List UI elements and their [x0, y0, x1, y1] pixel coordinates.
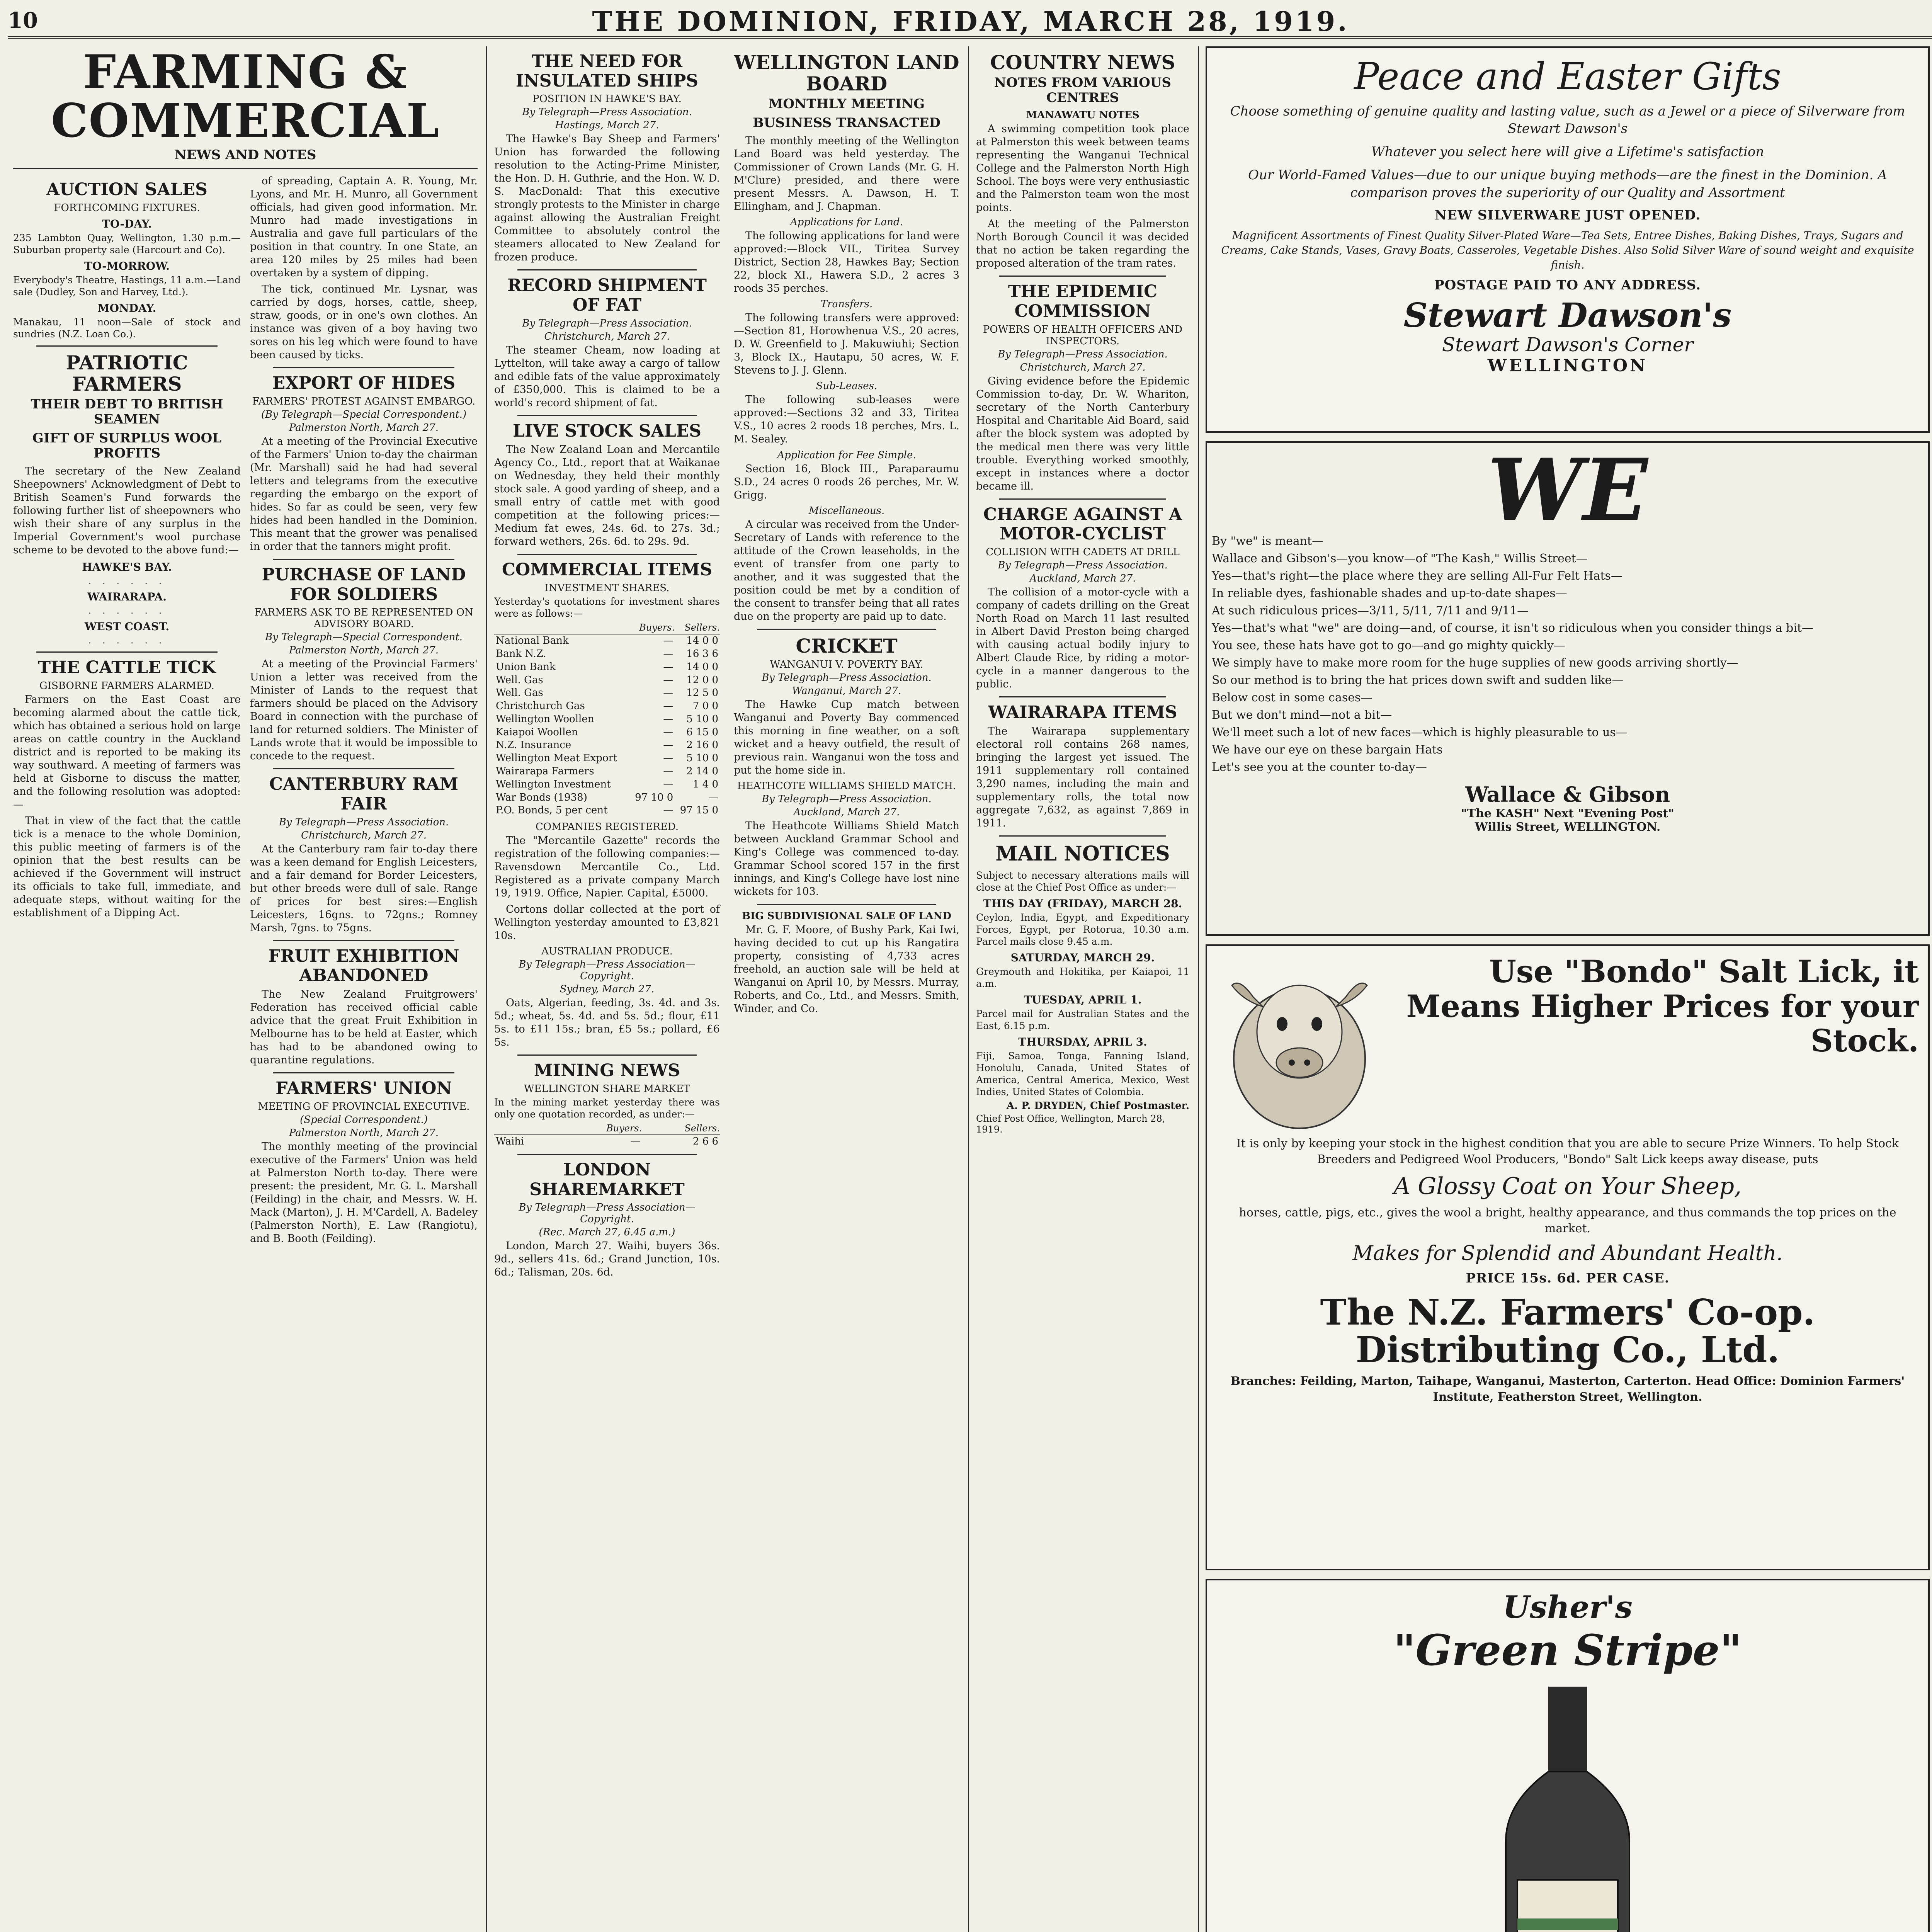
stewart-dawson-city: WELLINGTON: [1487, 355, 1648, 376]
region-hawkes-bay: HAWKE'S BAY.: [82, 561, 172, 574]
table-cell: —: [663, 687, 673, 699]
table-cell: 1 4 0: [692, 778, 718, 790]
mail-signature-place: Chief Post Office, Wellington, March 28, 1919.: [976, 1113, 1165, 1135]
companies-heading: COMPANIES REGISTERED.: [535, 821, 679, 833]
table-row: [494, 1135, 720, 1148]
advertisements-column: [1202, 46, 1932, 1932]
board-subheading-2: BUSINESS TRANSACTED: [753, 115, 940, 131]
subdivision-heading: BIG SUBDIVISIONAL SALE OF LAND: [742, 910, 951, 922]
union-subheading: MEETING OF PROVINCIAL EXECUTIVE.: [258, 1100, 470, 1112]
table-header-row: [494, 1122, 720, 1135]
ad-line: You see, these hats have got to go—and go mighty quickly—: [1212, 639, 1565, 652]
mail-day: THURSDAY, APRIL 3.: [1018, 1035, 1147, 1048]
canterbury-byline: By Telegraph—Press Association.: [279, 816, 449, 828]
article-paragraph: The New Zealand Fruitgrowers' Federation has received official cable advice that the great Fruit Exhibition in Melbourne has to be held at Easter, which has had to be abandoned owing to quarantine regulations.: [250, 988, 478, 1066]
bondo-body: It is only by keeping your stock in the highest condition that you are able to secure Prize Winners. To help Stock Breeders and Pedigreed Wool Producers, "Bondo" Salt Lick keeps away disease, puts: [1236, 1137, 1899, 1166]
postage-note: POSTAGE PAID TO ANY ADDRESS.: [1434, 277, 1701, 293]
ad-line: We have our eye on these bargain Hats: [1212, 743, 1443, 757]
bondo-salt-lick-ad: [1206, 944, 1930, 1570]
gift-heading: GIFT OF SURPLUS WOOL PROFITS: [32, 430, 222, 461]
table-cell: 12 5 0: [686, 687, 718, 699]
table-cell: —: [663, 752, 673, 764]
mail-intro: Subject to necessary alterations mails will close at the Chief Post Office as under:—: [976, 869, 1189, 893]
list-placeholder: . . . . . .: [88, 575, 166, 587]
epidemic-heading: THE EPIDEMIC COMMISSION: [1008, 282, 1158, 321]
auction-tomorrow: Everybody's Theatre, Hastings, 11 a.m.—Land sale (Dudley, Son and Harvey, Ltd.).: [13, 274, 241, 298]
mining-subheading: WELLINGTON SHARE MARKET: [524, 1083, 690, 1095]
article-paragraph: of spreading, Captain A. R. Young, Mr. Lyons, and Mr. H. Munro, all Government officials, had given good information. Mr. Munro had made investigations in Australia and gave full particulars of the position in that country. In one State, an area 120 miles by 25 miles had been overtaken by a system of dipping.: [250, 175, 478, 279]
table-cell: —: [663, 713, 673, 725]
ad-line: At such ridiculous prices—3/11, 5/11, 7/11 and 9/11—: [1212, 604, 1529, 617]
cow-illustration: [1216, 954, 1383, 1136]
table-cell: —: [663, 765, 673, 777]
fee-simple-heading: Application for Fee Simple.: [777, 449, 916, 461]
auction-monday: Manakau, 11 noon—Sale of stock and sundries (N.Z. Loan Co.).: [13, 316, 241, 340]
table-cell: 6 15 0: [686, 726, 718, 738]
wallace-gibson-ad: [1206, 441, 1930, 936]
wallace-gibson-street: Willis Street, WELLINGTON.: [1475, 820, 1661, 834]
divider: [757, 629, 936, 630]
tomorrow-label: TO-MORROW.: [84, 259, 170, 272]
cricket-subheading: WANGANUI V. POVERTY BAY.: [770, 658, 923, 670]
table-cell: War Bonds (1938): [496, 791, 587, 803]
stewart-dawson-logo: Stewart Dawson's: [1403, 296, 1732, 335]
table-cell: —: [663, 661, 673, 673]
bondo-price: PRICE 15s. 6d. PER CASE.: [1466, 1270, 1670, 1286]
canterbury-dateline: Christchurch, March 27.: [301, 829, 427, 841]
heathcote-dateline: Auckland, March 27.: [793, 806, 900, 818]
region-west-coast: WEST COAST.: [84, 620, 170, 633]
cricket-dateline: Wanganui, March 27.: [792, 685, 901, 697]
cricket-byline: By Telegraph—Press Association.: [762, 672, 932, 684]
union-dateline: Palmerston North, March 27.: [289, 1127, 439, 1139]
table-cell: —: [663, 648, 673, 660]
wairarapa-heading: WAIRARAPA ITEMS: [988, 702, 1177, 722]
wallace-gibson-name: Wallace & Gibson: [1465, 782, 1670, 807]
article-paragraph: Cortons dollar collected at the port of Wellington yesterday amounted to £3,821 10s.: [494, 903, 720, 942]
country-subheading: NOTES FROM VARIOUS CENTRES: [994, 75, 1171, 106]
divider: [517, 1054, 697, 1056]
ships-dateline: Hastings, March 27.: [555, 119, 659, 131]
table-cell: Wellington Woollen: [496, 713, 594, 725]
table-row: [494, 661, 720, 674]
column-rule: [1198, 46, 1199, 1932]
monday-label: MONDAY.: [97, 301, 156, 315]
farming-col-a: [13, 175, 241, 1248]
table-cell: Christchurch Gas: [496, 700, 585, 712]
divider: [273, 559, 454, 560]
mail-entry: Parcel mail for Australian States and the East, 6.15 p.m.: [976, 1008, 1189, 1031]
article-paragraph: The Hawke Cup match between Wanganui and Poverty Bay commenced this morning in fine weather, on a soft wicket and a heavy outfield, the result of previous rain. Wanganui won the toss and put the home side in.: [734, 698, 959, 776]
peace-body: Choose something of genuine quality and lasting value, such as a Jewel or a piece of Silverware from Stewart Dawson's: [1230, 103, 1905, 137]
table-cell: P.O. Bonds, 5 per cent: [496, 804, 608, 816]
union-byline: (Special Correspondent.): [300, 1114, 428, 1126]
table-row: [494, 804, 720, 817]
cricket-heading: CRICKET: [796, 634, 898, 657]
board-heading: WELLINGTON LAND BOARD: [734, 51, 959, 95]
farming-col-b: [250, 175, 478, 1248]
table-cell: N.Z. Insurance: [496, 739, 571, 751]
union-heading: FARMERS' UNION: [276, 1078, 452, 1098]
table-cell: Wellington Meat Export: [496, 752, 617, 764]
today-label: TO-DAY.: [102, 217, 152, 230]
article-paragraph: The following transfers were approved:—Section 81, Horowhenua V.S., 20 acres, D. W. Greenfield to J. Makuwiuhi; Section 3, Block IX., Hautapu, 50 acres, W. F. Stevens to J. J. Glenn.: [734, 312, 959, 377]
ad-line: Yes—that's what "we" are doing—and, of course, it isn't so ridiculous when you consider things a bit—: [1212, 621, 1814, 635]
mining-table: [494, 1122, 720, 1148]
epidemic-dateline: Christchurch, March 27.: [1020, 361, 1146, 373]
table-cell: 16 3 6: [686, 648, 718, 660]
table-row: [494, 752, 720, 765]
record-byline: By Telegraph—Press Association.: [522, 317, 692, 329]
section-subtitle: NEWS AND NOTES: [174, 147, 316, 163]
article-paragraph: Oats, Algerian, feeding, 3s. 4d. and 3s. 5d.; wheat, 5s. 4d. and 5s. 5d.; flour, £11 5s. to £11 15s.; bran, £5 5s.; pollard, £6 5s.: [494, 997, 720, 1049]
article-paragraph: At a meeting of the Provincial Farmers' Union a letter was received from the Minister of Lands to the request that farmers should be placed on the Advisory Board in connection with the purchase of land for returned soldiers. The Minister of Lands wrote that it would be impossible to concede to the request.: [250, 658, 478, 762]
wallace-gibson-sub: "The KASH" Next "Evening Post": [1461, 807, 1674, 820]
table-cell: 5 10 0: [686, 752, 718, 764]
article-paragraph: The collision of a motor-cycle with a company of cadets drilling on the Great North Road on March 11 last resulted in Albert David Preston being charged with causing actual bodily injury to Albert Claude Rice, by riding a motor-cycle in a manner dangerous to the public.: [976, 586, 1189, 690]
record-dateline: Christchurch, March 27.: [544, 330, 670, 342]
table-header-cell: [494, 622, 630, 634]
table-cell: Wellington Investment: [496, 778, 611, 790]
table-row: [494, 648, 720, 661]
mail-signature: A. P. DRYDEN, Chief Postmaster.: [1006, 1100, 1189, 1112]
divider: [517, 1154, 697, 1155]
farming-section: [8, 46, 483, 1932]
ships-byline: By Telegraph—Press Association.: [522, 106, 692, 118]
charge-subheading: COLLISION WITH CADETS AT DRILL: [986, 546, 1180, 558]
applications-heading: Applications for Land.: [790, 216, 903, 228]
canterbury-heading: CANTERBURY RAM FAIR: [269, 774, 459, 814]
tick-heading: THE CATTLE TICK: [38, 658, 216, 678]
article-paragraph: The monthly meeting of the provincial executive of the Farmers' Union was held at Palmerston North to-day. There were present: the president, Mr. G. L. Marshall (Feilding) in the chair, and Messrs. W. H. Mack (Marton), J. H. M'Cardell, A. Badeley (Palmerston North), E. Law (Rangiotu), and B. Booth (Feilding).: [250, 1140, 478, 1245]
table-cell: 12 0 0: [686, 674, 718, 686]
mail-entry: Fiji, Samoa, Tonga, Fanning Island, Honolulu, Canada, United States of America, Central America, Mexico, West Indies, United States of Colombia.: [976, 1050, 1189, 1097]
article-paragraph: London, March 27. Waihi, buyers 36s. 9d., sellers 41s. 6d.; Grand Junction, 10s. 6d.; Talisman, 20s. 6d.: [494, 1240, 720, 1279]
table-row: [494, 674, 720, 687]
shipping-column: [489, 46, 725, 1932]
table-cell: 14 0 0: [686, 635, 718, 647]
column-rule: [968, 46, 969, 1932]
ad-line: Wallace and Gibson's—you know—of "The Kash," Willis Street—: [1212, 552, 1588, 565]
bondo-heading: Use "Bondo" Salt Lick, it Means Higher Prices for your Stock.: [1406, 953, 1919, 1059]
record-heading: RECORD SHIPMENT OF FAT: [507, 276, 707, 315]
table-cell: Wairarapa Farmers: [496, 765, 594, 777]
table-cell: —: [663, 674, 673, 686]
misc-heading: Miscellaneous.: [808, 505, 885, 517]
divider: [517, 269, 697, 270]
whisky-bottle-illustration: [1452, 1679, 1684, 1932]
london-heading: LONDON SHAREMARKET: [529, 1160, 685, 1199]
table-header-cell: Sellers.: [675, 622, 720, 634]
london-byline: By Telegraph—Press Association—Copyright.: [519, 1202, 696, 1225]
table-cell: Waihi: [496, 1136, 524, 1148]
purchase-byline: By Telegraph—Special Correspondent.: [265, 631, 463, 643]
country-news-column: [971, 46, 1195, 1932]
table-header-cell: Buyers.: [630, 622, 675, 634]
country-heading: COUNTRY NEWS: [990, 51, 1175, 74]
divider: [999, 276, 1166, 277]
masthead: [8, 4, 1932, 39]
london-dateline: (Rec. March 27, 6.45 a.m.): [539, 1226, 675, 1238]
nz-farmers-branches: Branches: Feilding, Marton, Taihape, Wanganui, Masterton, Carterton. Head Office: Dominion Farmers' Institute, Featherston Street, Wellington.: [1230, 1374, 1905, 1404]
article-paragraph: Section 16, Block III., Paraparaumu S.D., 24 acres 0 roods 26 perches, Mr. W. Grigg.: [734, 463, 959, 501]
page-number: 10: [8, 8, 38, 33]
table-cell: 2 6 6: [692, 1136, 718, 1148]
mining-heading: MINING NEWS: [534, 1061, 680, 1081]
produce-dateline: Sydney, March 27.: [560, 983, 655, 995]
shares-intro: Yesterday's quotations for investment shares were as follows:—: [494, 595, 720, 619]
ad-line: But we don't mind—not a bit—: [1212, 708, 1392, 722]
charge-byline: By Telegraph—Press Association.: [998, 559, 1168, 571]
list-placeholder: . . . . . .: [88, 634, 166, 646]
article-paragraph: The steamer Cheam, now loading at Lyttelton, will take away a cargo of tallow and edible fats of the value approximately of £350,000. This is claimed to be a world's record shipment of fat.: [494, 344, 720, 409]
table-cell: —: [630, 1136, 641, 1148]
divider: [999, 835, 1166, 837]
peace-body-3: Our World-Famed Values—due to our unique buying methods—are the finest in the Dominion. A comparison proves the superiority of our Quality and Assortment: [1248, 167, 1887, 201]
table-cell: 7 0 0: [692, 700, 718, 712]
produce-byline: By Telegraph—Press Association—Copyright.: [519, 959, 696, 982]
divider: [273, 940, 454, 941]
charge-heading: CHARGE AGAINST A MOTOR-CYCLIST: [983, 504, 1182, 544]
table-cell: 2 14 0: [686, 765, 718, 777]
table-cell: —: [663, 726, 673, 738]
peace-body-2: Whatever you select here will give a Lifetime's satisfaction: [1371, 144, 1764, 160]
article-paragraph: The following applications for land were approved:—Block VII., Tiritea Survey District, Section 28, Hawkes Bay; Section 22, block XI., Hawera S.D., 2 acres 3 roods 35 perches.: [734, 230, 959, 295]
column-rule: [486, 46, 487, 1932]
article-paragraph: The "Mercantile Gazette" records the registration of the following companies:—Ravensdown Mercantile Co., Ltd. Registered as a private company March 19, 1919. Office, Napier. Capital, £5000.: [494, 835, 720, 900]
fruit-heading: FRUIT EXHIBITION ABANDONED: [268, 946, 459, 986]
table-cell: —: [663, 635, 673, 647]
table-body: [494, 1135, 720, 1148]
ad-line: We'll meet such a lot of new faces—which is highly pleasurable to us—: [1212, 726, 1628, 739]
purchase-subheading: FARMERS ASK TO BE REPRESENTED ON ADVISORY BOARD.: [254, 607, 473, 630]
article-paragraph: The New Zealand Loan and Mercantile Agency Co., Ltd., report that at Waikanae on Wednesday, they held their monthly stock sale. A good yarding of sheep, and a small entry of cattle met with good competition at the following prices:—Medium fat ewes, 24s. 6d. to 27s. 3d.; forward wethers, 26s. 6d. to 29s. 9d.: [494, 444, 720, 548]
table-cell: —: [663, 739, 673, 751]
produce-heading: AUSTRALIAN PRODUCE.: [541, 946, 673, 957]
divider: [13, 168, 478, 169]
divider: [273, 367, 454, 368]
table-cell: —: [663, 804, 673, 816]
article-paragraph: That in view of the fact that the cattle tick is a menace to the whole Dominion, this public meeting of farmers is of the opinion that the best results can be achieved if the Government will instruct its officials to take full, immediate, and adequate steps, without waiting for the establishment of a Dipping Act.: [13, 815, 241, 919]
divider: [517, 554, 697, 555]
article-paragraph: The Wairarapa supplementary electoral roll contains 268 names, bringing the largest yet issued. The 1911 supplementary roll contained 3,290 names, including the main and supplementary rolls, the total now aggregate 7,632, as against 7,869 in 1911.: [976, 725, 1189, 829]
mail-entry: Greymouth and Hokitika, per Kaiapoi, 11 a.m.: [976, 966, 1189, 989]
table-cell: Well. Gas: [496, 674, 543, 686]
table-cell: National Bank: [496, 635, 569, 647]
table-header-cell: Sellers.: [642, 1122, 720, 1135]
mail-day: SATURDAY, MARCH 29.: [1010, 951, 1155, 964]
manawatu-heading: MANAWATU NOTES: [1026, 109, 1139, 121]
table-cell: —: [708, 791, 718, 803]
mail-day: THIS DAY (FRIDAY), MARCH 28.: [983, 897, 1182, 910]
mining-intro: In the mining market yesterday there was only one quotation recorded, as under:—: [494, 1097, 720, 1120]
divider: [999, 696, 1166, 697]
bondo-body-2: horses, cattle, pigs, etc., gives the wool a bright, healthy appearance, and thus commands the top prices on the market.: [1239, 1206, 1896, 1235]
commercial-heading: COMMERCIAL ITEMS: [502, 560, 713, 580]
ad-line: By "we" is meant—: [1212, 534, 1324, 548]
divider: [36, 651, 218, 653]
silverware-desc: Magnificent Assortments of Finest Quality Silver-Plated Ware—Tea Sets, Entree Dishes, Baking Dishes, Trays, Sugars and Creams, Cake Stands, Vases, Gravy Boats, Casseroles, Vegetable Dishes. Also Solid Silver Ware of sound weight and exquisite finish.: [1221, 229, 1914, 271]
debt-heading: THEIR DEBT TO BRITISH SEAMEN: [31, 396, 223, 427]
export-dateline: Palmerston North, March 27.: [289, 422, 439, 434]
mail-heading: MAIL NOTICES: [995, 842, 1170, 866]
purchase-dateline: Palmerston North, March 27.: [289, 645, 439, 656]
land-board-column: [728, 46, 965, 1932]
section-title: FARMING & COMMERCIAL: [51, 46, 440, 148]
article-paragraph: At the meeting of the Palmerston North Borough Council it was decided that no action be taken regarding the proposed alteration of the tram rates.: [976, 218, 1189, 270]
subleases-heading: Sub-Leases.: [816, 380, 878, 392]
table-cell: 5 10 0: [686, 713, 718, 725]
auction-subheading: FORTHCOMING FIXTURES.: [54, 202, 200, 214]
whisky-name: "Green Stripe": [1393, 1625, 1742, 1675]
table-cell: 97 15 0: [680, 804, 718, 816]
bondo-makes: Makes for Splendid and Abundant Health.: [1352, 1242, 1783, 1265]
article-paragraph: The Hawke's Bay Sheep and Farmers' Union has forwarded the following resolution to the Acting-Prime Minister, the Hon. D. H. Guthrie, and the Hon. W. D. S. MacDonald: That this executive strongly protests to the Minister in charge against allowing the Australian Freight Committee to absolutely control the steamers allocated to New Zealand for frozen produce.: [494, 133, 720, 264]
ships-heading: THE NEED FOR INSULATED SHIPS: [515, 51, 699, 91]
livestock-heading: LIVE STOCK SALES: [512, 421, 702, 441]
we-lines: [1212, 532, 1923, 776]
we-banner: WE: [1487, 440, 1648, 540]
ad-line: Let's see you at the counter to-day—: [1212, 760, 1427, 774]
article-paragraph: A circular was received from the Under-Secretary of Lands with reference to the attitude of the Crown leaseholds, in the event of transfer from one party to another, and it was suggested that the position could be met by a condition of the consent to transfer being that all rates due on the property are paid up to date.: [734, 518, 959, 622]
table-header-cell: [494, 1122, 563, 1135]
table-cell: Union Bank: [496, 661, 556, 673]
auction-heading: AUCTION SALES: [46, 180, 207, 200]
export-byline: (By Telegraph—Special Correspondent.): [261, 408, 467, 420]
heathcote-heading: HEATHCOTE WILLIAMS SHIELD MATCH.: [737, 780, 956, 792]
export-heading: EXPORT OF HIDES: [272, 373, 456, 393]
divider: [273, 1072, 454, 1073]
epidemic-byline: By Telegraph—Press Association.: [998, 348, 1168, 360]
table-cell: —: [663, 778, 673, 790]
epidemic-subheading: POWERS OF HEALTH OFFICERS AND INSPECTORS.: [983, 323, 1183, 347]
table-row: [494, 700, 720, 713]
table-cell: 14 0 0: [686, 661, 718, 673]
table-cell: —: [663, 700, 673, 712]
article-paragraph: The secretary of the New Zealand Sheepowners' Acknowledgment of Debt to British Seamen's Fund forwards the following further list of sheepowners who wish their share of any surplus in the Imperial Government's wool purchase scheme to be devoted to the above fund:—: [13, 465, 241, 556]
table-header-cell: Buyers.: [563, 1122, 642, 1135]
peace-title: Peace and Easter Gifts: [1354, 55, 1781, 98]
table-row: [494, 765, 720, 778]
article-paragraph: The monthly meeting of the Wellington Land Board was held yesterday. The Commissioner of Crown Lands (Mr. G. H. M'Clure) presided, and there were present Messrs. A. Dawson, H. T. Ellingham, and J. Chapman.: [734, 135, 959, 213]
stewart-dawson-corner: Stewart Dawson's Corner: [1442, 333, 1694, 356]
table-cell: Bank N.Z.: [496, 648, 546, 660]
transfers-heading: Transfers.: [820, 298, 873, 310]
ushers-whisky-ad: [1206, 1579, 1930, 1932]
table-row: [494, 687, 720, 700]
whisky-maker: Usher's: [1503, 1589, 1633, 1625]
purchase-heading: PURCHASE OF LAND FOR SOLDIERS: [262, 565, 466, 604]
region-wairarapa: WAIRARAPA.: [87, 590, 167, 604]
board-subheading: MONTHLY MEETING: [768, 96, 925, 112]
table-row: [494, 726, 720, 739]
table-row: [494, 778, 720, 791]
tick-subheading: GISBORNE FARMERS ALARMED.: [39, 680, 214, 692]
mail-entry: Ceylon, India, Egypt, and Expeditionary Forces, Egypt, per Rotorua, 10.30 a.m. Parcel mails close 9.45 a.m.: [976, 912, 1189, 947]
divider: [36, 345, 218, 347]
heathcote-byline: By Telegraph—Press Association.: [762, 793, 932, 805]
table-row: [494, 791, 720, 804]
auction-today: 235 Lambton Quay, Wellington, 1.30 p.m.—Suburban property sale (Harcourt and Co).: [13, 232, 241, 255]
farming-columns: [13, 175, 478, 1248]
divider: [517, 415, 697, 416]
article-paragraph: Farmers on the East Coast are becoming alarmed about the cattle tick, which has obtained a serious hold on large areas on cattle country in the Auckland district and is reported to be making its way southward. A meeting of farmers was held at Gisborne to discuss the matter, and the following resolution was adopted:—: [13, 693, 241, 811]
table-cell: Kaiapoi Woollen: [496, 726, 578, 738]
table-row: [494, 739, 720, 752]
table-cell: 97 10 0: [635, 791, 673, 803]
article-paragraph: At a meeting of the Provincial Executive of the Farmers' Union to-day the chairman (Mr. Marshall) said he had had several letters and telegrams from the executive regarding the embargo on the export of hides. So far as could be seen, very few hides had been handled in the Dominion. This meant that the grower was penalised in order that the tanners might profit.: [250, 435, 478, 553]
divider: [757, 904, 936, 905]
mail-day: TUESDAY, APRIL 1.: [1024, 993, 1142, 1006]
masthead-title: THE DOMINION, FRIDAY, MARCH 28, 1919.: [592, 5, 1349, 37]
ad-line: Yes—that's right—the place where they are selling All-Fur Felt Hats—: [1212, 569, 1622, 583]
export-subheading: FARMERS' PROTEST AGAINST EMBARGO.: [252, 395, 476, 407]
article-paragraph: The Heathcote Williams Shield Match between Auckland Grammar School and King's College was commenced to-day. Grammar School scored 157 in the first innings, and King's College have lost nine wickets for 103.: [734, 820, 959, 898]
ad-line: We simply have to make more room for the huge supplies of new goods arriving shortly—: [1212, 656, 1738, 670]
table-cell: 2 16 0: [686, 739, 718, 751]
charge-dateline: Auckland, March 27.: [1029, 572, 1136, 584]
article-paragraph: The tick, continued Mr. Lysnar, was carried by dogs, horses, cattle, sheep, straw, goods, or in one's own clothes. An instance was given of a boy having two sores on his leg which were found to have been caused by ticks.: [250, 283, 478, 361]
ad-line: So our method is to bring the hat prices down swift and sudden like—: [1212, 673, 1624, 687]
article-paragraph: The following sub-leases were approved:—Sections 32 and 33, Tiritea V.S., 10 acres 2 roods 18 perches, Mrs. L. M. Sealey.: [734, 394, 959, 446]
silverware-heading: NEW SILVERWARE JUST OPENED.: [1434, 207, 1701, 223]
article-paragraph: At the Canterbury ram fair to-day there was a keen demand for English Leicesters, and a fair demand for Border Leicesters, but other breeds were dull of sale. Range of prices for best sires:—English Leicesters, 16gns. to 72gns.; Romney Marsh, 7gns. to 75gns.: [250, 843, 478, 934]
article-paragraph: Mr. G. F. Moore, of Bushy Park, Kai Iwi, having decided to cut up his Rangatira property, consisting of 4,733 acres freehold, an auction sale will be held at Wanganui on April 10, by Messrs. Murray, Roberts, and Co., Ltd., and Messrs. Smith, Winder, and Co.: [734, 923, 959, 1015]
article-paragraph: A swimming competition took place at Palmerston this week between teams representing the Wanganui Technical College and the Palmerston North High School. The boys were very enthusiastic and the Palmerston team won the most points.: [976, 123, 1189, 214]
shares-table: [494, 622, 720, 817]
table-body: [494, 634, 720, 817]
divider: [999, 498, 1166, 500]
patriotic-heading: PATRIOTIC FARMERS: [66, 351, 188, 395]
stewart-dawson-ad: [1206, 46, 1930, 433]
shares-heading: INVESTMENT SHARES.: [544, 582, 670, 594]
nz-farmers-name: The N.Z. Farmers' Co-op. Distributing Co., Ltd.: [1320, 1291, 1815, 1371]
article-paragraph: Giving evidence before the Epidemic Commission to-day, Dr. W. Whariton, secretary of the North Canterbury Hospital and Charitable Aid Board, said after the block system was adopted by the medical men there was very little trouble. Everything worked smoothly, except in instances where a doctor became ill.: [976, 375, 1189, 492]
ships-subheading: POSITION IN HAWKE'S BAY.: [532, 93, 682, 105]
divider: [273, 768, 454, 769]
ad-line: In reliable dyes, fashionable shades and up-to-date shapes—: [1212, 587, 1567, 600]
table-cell: Well. Gas: [496, 687, 543, 699]
table-row: [494, 634, 720, 648]
table-row: [494, 713, 720, 726]
ad-line: Below cost in some cases—: [1212, 691, 1372, 704]
bondo-glossy: A Glossy Coat on Your Sheep,: [1393, 1173, 1742, 1200]
list-placeholder: . . . . . .: [88, 605, 166, 617]
table-header-row: [494, 622, 720, 634]
